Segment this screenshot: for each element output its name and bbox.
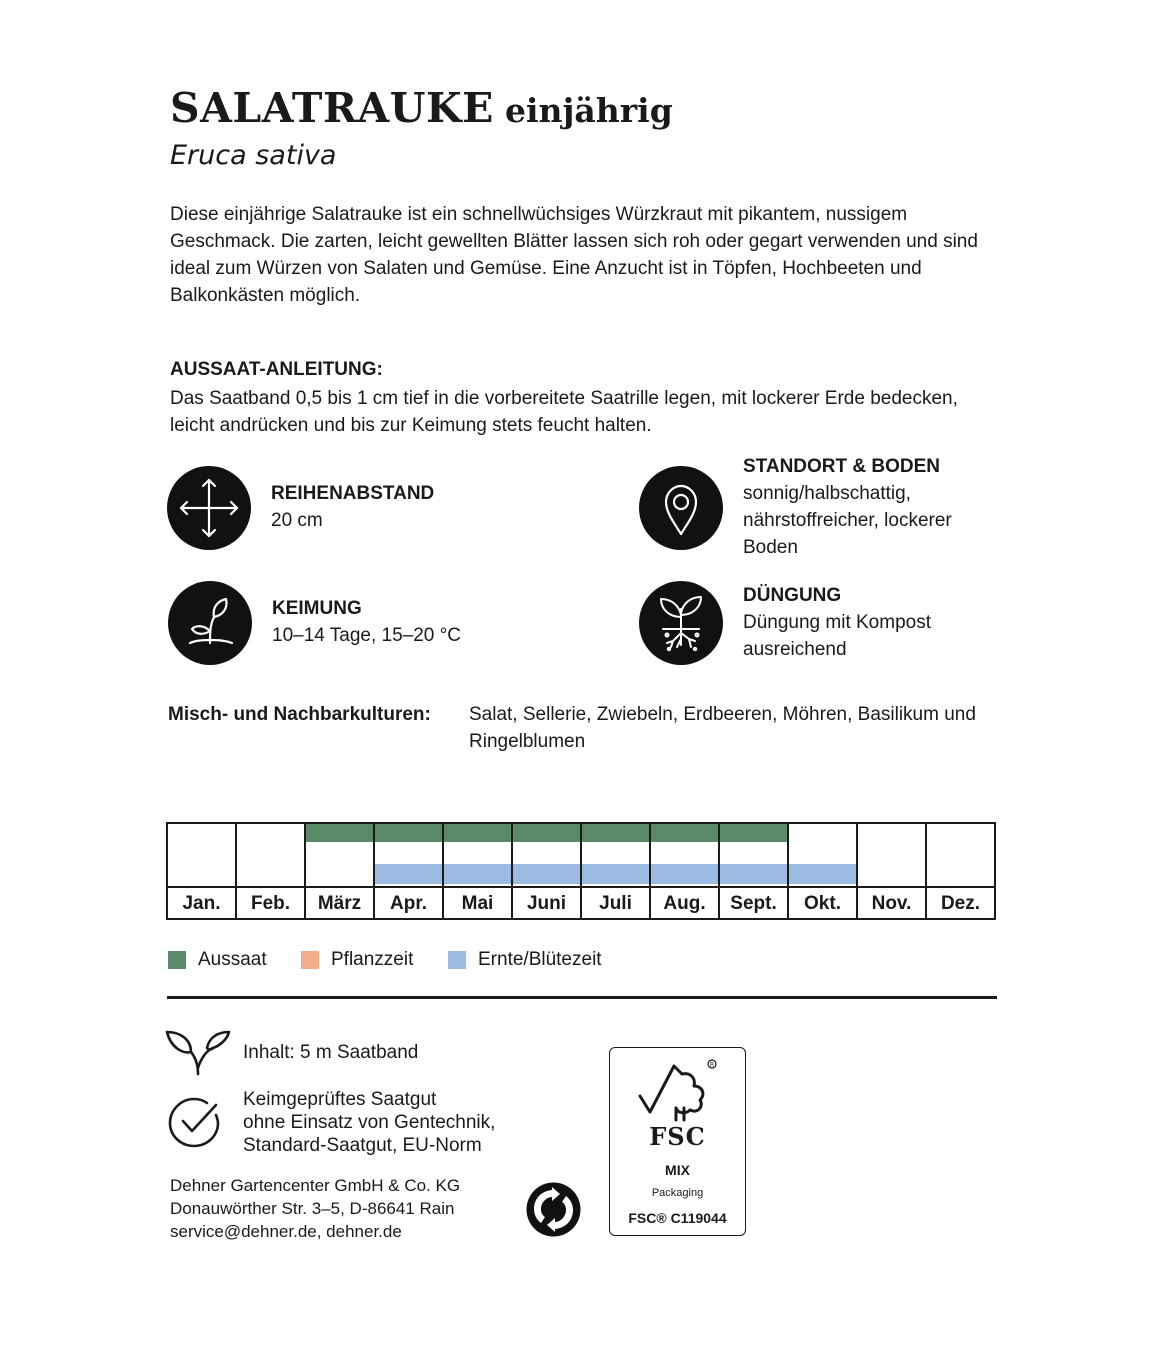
calendar-month-label: Jan.	[168, 886, 235, 920]
calendar-month-8	[651, 824, 720, 920]
calendar-month-label: Juni	[513, 886, 580, 920]
quality-line-3: Standard-Saatgut, EU-Norm	[243, 1135, 482, 1156]
content-amount: Inhalt: 5 m Saatband	[243, 1042, 419, 1063]
legend-label-harvest: Ernte/Blütezeit	[478, 949, 602, 970]
company-contact: service@dehner.de, dehner.de	[170, 1222, 402, 1241]
seedling-icon	[168, 581, 252, 665]
row-spacing-value: 20 cm	[271, 510, 323, 531]
harvest-bar	[444, 864, 511, 884]
harvest-bar	[513, 864, 580, 884]
checkmark-icon	[166, 1093, 222, 1149]
calendar-month-label: Mai	[444, 886, 511, 920]
calendar-month-10	[789, 824, 858, 920]
legend-swatch-planting	[301, 951, 319, 969]
leaves-icon	[165, 1028, 231, 1078]
latin-name: Eruca sativa	[170, 140, 337, 171]
legend-label-sowing: Aussaat	[198, 949, 267, 970]
legend-harvest	[448, 947, 602, 973]
info-row-spacing	[271, 480, 434, 534]
legend-swatch-sowing	[168, 951, 186, 969]
legend-sowing	[168, 947, 267, 973]
company-street: Donauwörther Str. 3–5, D-86641 Rain	[170, 1199, 455, 1218]
calendar-month-label: Aug.	[651, 886, 718, 920]
product-variety: einjährig	[504, 91, 673, 130]
harvest-bar	[720, 864, 787, 884]
sowing-bar	[651, 824, 718, 842]
germination-heading: KEIMUNG	[272, 598, 362, 619]
quality-line-1: Keimgeprüftes Saatgut	[243, 1089, 437, 1110]
fsc-tree-logo-icon	[636, 1058, 722, 1122]
calendar-month-label: Okt.	[789, 886, 856, 920]
company-address	[170, 1174, 460, 1243]
product-name: SALATRAUKE	[170, 84, 494, 132]
calendar-month-1	[168, 824, 237, 920]
calendar-month-5	[444, 824, 513, 920]
harvest-bar	[789, 864, 856, 884]
calendar-month-12	[927, 824, 994, 920]
calendar-month-6	[513, 824, 582, 920]
legend-planting	[301, 947, 413, 973]
calendar-month-4	[375, 824, 444, 920]
product-title	[170, 84, 673, 132]
harvest-bar	[375, 864, 442, 884]
divider	[167, 996, 997, 999]
sowing-bar	[375, 824, 442, 842]
fsc-label	[609, 1047, 746, 1236]
sowing-bar	[720, 824, 787, 842]
legend-swatch-harvest	[448, 951, 466, 969]
location-heading: STANDORT & BODEN	[743, 456, 941, 477]
plant-roots-icon	[639, 581, 723, 665]
row-spacing-heading: REIHENABSTAND	[271, 483, 435, 504]
calendar-month-label: Apr.	[375, 886, 442, 920]
sowing-bar	[513, 824, 580, 842]
calendar-month-7	[582, 824, 651, 920]
info-germination	[272, 595, 461, 649]
fsc-wordmark: FSC	[649, 1122, 706, 1151]
sowing-calendar	[166, 822, 996, 920]
harvest-bar	[582, 864, 649, 884]
svg-text:R: R	[710, 1061, 715, 1069]
company-name: Dehner Gartencenter GmbH & Co. KG	[170, 1176, 461, 1195]
fsc-code: FSC® C119044	[628, 1210, 727, 1226]
product-description: Diese einjährige Salatrauke ist ein schnellwüchsiges Würzkraut mit pikantem, nussigem Geschmack. Die zarten, leicht gewellten Blätter lassen sich roh oder gegart verwenden und sind ideal zum Würzen von Salaten und Gemüse. Eine Anzucht ist in Töpfen, Hochbeeten und Balkonkästen möglich.	[170, 204, 978, 306]
calendar-month-label: Dez.	[927, 886, 994, 920]
calendar-month-2	[237, 824, 306, 920]
calendar-month-label: Sept.	[720, 886, 787, 920]
info-location	[743, 453, 1003, 561]
calendar-month-11	[858, 824, 927, 920]
calendar-month-label: Nov.	[858, 886, 925, 920]
sowing-instructions: Das Saatband 0,5 bis 1 cm tief in die vorbereitete Saatrille legen, mit lockerer Erde bedecken, leicht andrücken und bis zur Keimung stets feucht halten.	[170, 388, 958, 436]
calendar-month-9	[720, 824, 789, 920]
harvest-bar	[651, 864, 718, 884]
fsc-mix: MIX	[665, 1162, 690, 1178]
location-value: sonnig/halbschattig, nährstoffreicher, lockerer Boden	[743, 483, 952, 558]
quality-info	[243, 1088, 495, 1157]
green-dot-recycling-icon	[525, 1181, 582, 1238]
companion-value: Salat, Sellerie, Zwiebeln, Erdbeeren, Möhren, Basilikum und Ringelblumen	[469, 704, 976, 752]
companion-label: Misch- und Nachbarkulturen:	[168, 704, 431, 725]
arrows-cross-icon	[167, 466, 251, 550]
sowing-bar	[582, 824, 649, 842]
fsc-packaging: Packaging	[651, 1187, 704, 1199]
legend-label-planting: Pflanzzeit	[331, 949, 414, 970]
sowing-heading: AUSSAAT-ANLEITUNG:	[170, 359, 383, 380]
calendar-month-3	[306, 824, 375, 920]
info-fertilizer	[743, 582, 1003, 663]
calendar-month-label: Feb.	[237, 886, 304, 920]
quality-line-2: ohne Einsatz von Gentechnik,	[243, 1112, 496, 1133]
sowing-bar	[444, 824, 511, 842]
calendar-month-label: März	[306, 886, 373, 920]
sowing-bar	[306, 824, 373, 842]
germination-value: 10–14 Tage, 15–20 °C	[272, 625, 461, 646]
fertilizer-heading: DÜNGUNG	[743, 585, 842, 606]
location-pin-icon	[639, 466, 723, 550]
fertilizer-value: Düngung mit Kompost ausreichend	[743, 612, 931, 660]
calendar-month-label: Juli	[582, 886, 649, 920]
